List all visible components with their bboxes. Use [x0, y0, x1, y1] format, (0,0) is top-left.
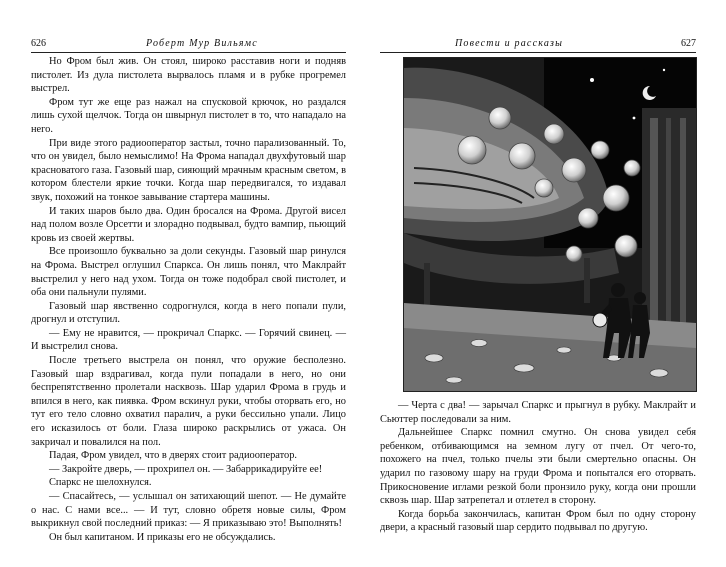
- paragraph: — Закройте дверь, — прохрипел он. — Забаррикадируйте ее!: [49, 463, 323, 475]
- right-page-header: [380, 38, 696, 53]
- story-illustration: [403, 57, 697, 392]
- paragraph: Он был капитаном. И приказы его не обсуждались.: [49, 531, 276, 543]
- paragraph: При виде этого радиооператор застыл, точно парализованный. То, что он увидел, было немыслимо! На Фрома нападал двухфутовый шар красноватого газа. Газовый шар, сияющий мрачным красным светом, в котором блестели яркие точки. Когда шар передвигался, то издавал звук, похожий на тонкое завывание стартера машины.: [31, 137, 346, 203]
- paragraph: И таких шаров было два. Один бросался на Фрома. Другой висел над полом возле Орсетти и злорадно подвывал, будто вампир, пьющий кровь из своей жертвы.: [31, 205, 346, 244]
- page-number: 627: [681, 38, 696, 49]
- left-page-text: [31, 55, 346, 544]
- paragraph: Все произошло буквально за доли секунды. Газовый шар ринулся на Фрома. Выстрел оглушил Спаркса. Он лишь понял, что Маклрайт выстрелил у него над ухом. Тогда он тоже подобрал свой пистолет, и оба они пальнули пулями.: [31, 246, 346, 299]
- paragraph: Газовый шар явственно содрогнулся, когда в него попали пули, дрогнул и отступил.: [31, 300, 346, 326]
- paragraph: Дальнейшее Спаркс помнил смутно. Он снова увидел себя ребенком, отбивающимся на земном лугу от пчел. От чего-то, похожего на пчел, только пчелы эти были смертельно опасны. Он ударил по газовому шару на груди Фрома и попытался его оторвать. Прикосновение иглами резкой боли пронзило руку, когда они прошли сквозь шар. Шар затрепетал и отлетел в сторону.: [380, 427, 696, 507]
- paragraph: Фром тут же еще раз нажал на спусковой крючок, но раздался лишь сухой щелчок. Тогда он швырнул пистолет в то, что нападало на него.: [31, 96, 346, 135]
- paragraph: Падая, Фром увидел, что в дверях стоит радиооператор.: [49, 450, 297, 462]
- paragraph: После третьего выстрела он понял, что оружие бесполезно. Газовый шар вздрагивал, когда пули попадали в него, но они беспрепятственно пролетали насквозь. Шар ударил Фрома в грудь и впился в него, как пиявка. Фром вскинул руки, чтобы оторвать его, но тут его тело словно охватил паралич, а руки бессильно упали. Лицо его исказилось от боли. Глаза широко раскрылись от ужаса. Он закричал и повалился на пол.: [31, 355, 346, 448]
- paragraph: — Спасайтесь, — услышал он затихающий шепот. — Не думайте о нас. С нами все... — И тут, словно обретя новые силы, Фром выкрикнул свой последний приказ: — Я приказываю это! Выполнять!: [31, 491, 346, 530]
- paragraph: — Черта с два! — зарычал Спаркс и прыгнул в рубку. Маклрайт и Сьюттер последовали за ним.: [380, 400, 696, 425]
- paragraph: Спаркс не шелохнулся.: [49, 477, 152, 489]
- running-head-author: Роберт Мур Вильямс: [146, 38, 258, 49]
- left-page-header: [31, 38, 346, 53]
- paragraph: Когда борьба закончилась, капитан Фром был по одну сторону двери, а красный газовый шар сердито подвывал по другую.: [380, 508, 696, 534]
- running-head-collection: Повести и рассказы: [455, 38, 564, 49]
- page-number: 626: [31, 38, 46, 49]
- paragraph: — Ему не нравится, — прокричал Спаркс. — Горячий свинец. — И выстрелил снова.: [31, 327, 346, 353]
- right-page-text: [380, 399, 696, 535]
- illustration-art: [404, 58, 696, 391]
- paragraph: Но Фром был жив. Он стоял, широко расставив ноги и подняв пистолет. Из дула пистолета вырвалось пламя и в рубке прогремел выстрел.: [31, 56, 346, 95]
